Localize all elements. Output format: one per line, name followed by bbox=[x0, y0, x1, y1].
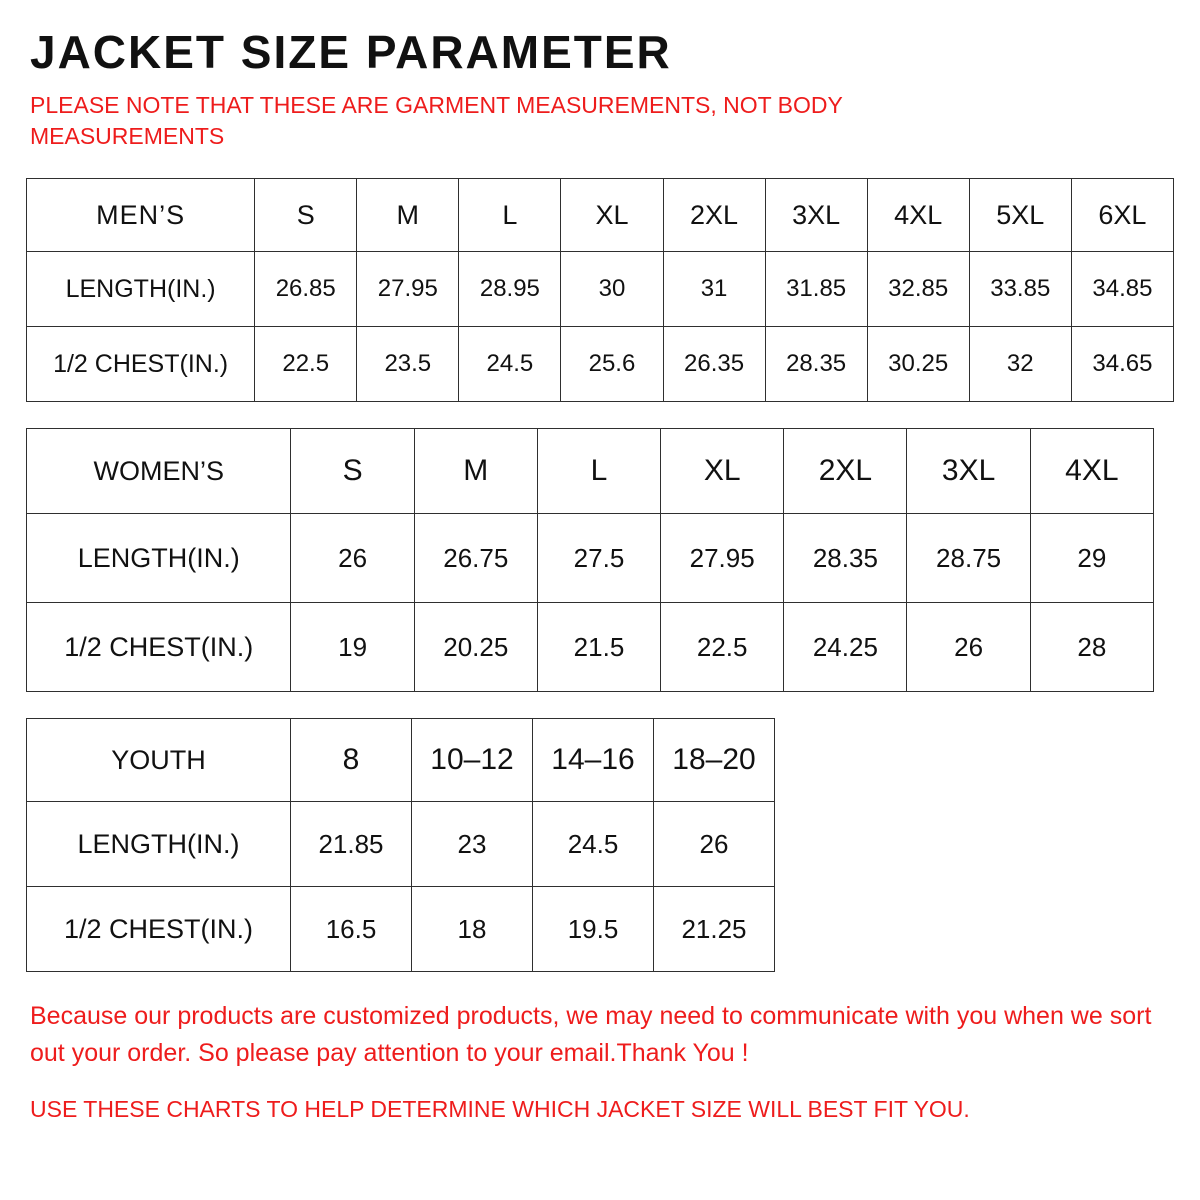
measurement-cell: 29 bbox=[1030, 514, 1153, 603]
measurement-cell: 26 bbox=[654, 802, 775, 887]
measurement-cell: 24.5 bbox=[459, 327, 561, 402]
measurement-cell: 34.65 bbox=[1071, 327, 1173, 402]
size-header-cell: M bbox=[357, 179, 459, 252]
size-header-cell: XL bbox=[561, 179, 663, 252]
table-header-row bbox=[27, 429, 1154, 514]
table-corner-label: MEN’S bbox=[27, 179, 255, 252]
table-row bbox=[27, 603, 1154, 692]
measurement-cell: 31.85 bbox=[765, 252, 867, 327]
measurement-cell: 28.35 bbox=[784, 514, 907, 603]
size-header-cell: S bbox=[291, 429, 414, 514]
measurement-cell: 27.5 bbox=[537, 514, 660, 603]
measurement-cell: 23 bbox=[412, 802, 533, 887]
size-header-cell: 14–16 bbox=[533, 719, 654, 802]
table-row bbox=[27, 327, 1174, 402]
size-header-cell: 6XL bbox=[1071, 179, 1173, 252]
size-header-cell: 4XL bbox=[1030, 429, 1153, 514]
size-header-cell: 8 bbox=[291, 719, 412, 802]
measurement-cell: 21.25 bbox=[654, 887, 775, 972]
measurement-cell: 27.95 bbox=[661, 514, 784, 603]
row-label: 1/2 CHEST(IN.) bbox=[27, 327, 255, 402]
mens-size-table bbox=[26, 178, 1174, 402]
size-header-cell: 4XL bbox=[867, 179, 969, 252]
table-row bbox=[27, 252, 1174, 327]
size-header-cell: M bbox=[414, 429, 537, 514]
size-header-cell: 3XL bbox=[765, 179, 867, 252]
row-label: 1/2 CHEST(IN.) bbox=[27, 603, 291, 692]
measurement-cell: 16.5 bbox=[291, 887, 412, 972]
measurement-cell: 19 bbox=[291, 603, 414, 692]
measurement-cell: 24.25 bbox=[784, 603, 907, 692]
row-label: LENGTH(IN.) bbox=[27, 252, 255, 327]
chart-usage-notice: USE THESE CHARTS TO HELP DETERMINE WHICH JACKET SIZE WILL BEST FIT YOU. bbox=[30, 1095, 970, 1122]
measurement-cell: 19.5 bbox=[533, 887, 654, 972]
page-title: JACKET SIZE PARAMETER bbox=[30, 26, 672, 78]
measurement-cell: 31 bbox=[663, 252, 765, 327]
measurement-cell: 22.5 bbox=[255, 327, 357, 402]
row-label: LENGTH(IN.) bbox=[27, 514, 291, 603]
table-header-row bbox=[27, 179, 1174, 252]
measurement-cell: 28 bbox=[1030, 603, 1153, 692]
measurement-cell: 26.75 bbox=[414, 514, 537, 603]
size-header-cell: L bbox=[459, 179, 561, 252]
measurement-cell: 32.85 bbox=[867, 252, 969, 327]
size-header-cell: 5XL bbox=[969, 179, 1071, 252]
measurement-cell: 28.95 bbox=[459, 252, 561, 327]
measurement-cell: 28.35 bbox=[765, 327, 867, 402]
size-header-cell: 10–12 bbox=[412, 719, 533, 802]
size-header-cell: S bbox=[255, 179, 357, 252]
measurement-cell: 30.25 bbox=[867, 327, 969, 402]
table-header-row bbox=[27, 719, 775, 802]
size-header-cell: 2XL bbox=[784, 429, 907, 514]
measurement-cell: 24.5 bbox=[533, 802, 654, 887]
measurement-cell: 33.85 bbox=[969, 252, 1071, 327]
table-row bbox=[27, 514, 1154, 603]
size-header-cell: L bbox=[537, 429, 660, 514]
table-row bbox=[27, 802, 775, 887]
measurement-cell: 21.5 bbox=[537, 603, 660, 692]
measurement-cell: 21.85 bbox=[291, 802, 412, 887]
measurement-note: PLEASE NOTE THAT THESE ARE GARMENT MEASUREMENTS, NOT BODY MEASUREMENTS bbox=[30, 92, 843, 150]
customization-notice: Because our products are customized products, we may need to communicate with you when we sort out your order. So please pay attention to your email.Thank You ! bbox=[30, 1002, 1152, 1067]
size-header-cell: 2XL bbox=[663, 179, 765, 252]
size-header-cell: 3XL bbox=[907, 429, 1030, 514]
table-corner-label: YOUTH bbox=[27, 719, 291, 802]
measurement-cell: 34.85 bbox=[1071, 252, 1173, 327]
row-label: 1/2 CHEST(IN.) bbox=[27, 887, 291, 972]
measurement-cell: 18 bbox=[412, 887, 533, 972]
youth-size-table bbox=[26, 718, 775, 972]
measurement-cell: 23.5 bbox=[357, 327, 459, 402]
measurement-cell: 26 bbox=[907, 603, 1030, 692]
row-label: LENGTH(IN.) bbox=[27, 802, 291, 887]
table-corner-label: WOMEN’S bbox=[27, 429, 291, 514]
measurement-cell: 30 bbox=[561, 252, 663, 327]
measurement-cell: 26.35 bbox=[663, 327, 765, 402]
measurement-cell: 22.5 bbox=[661, 603, 784, 692]
measurement-cell: 28.75 bbox=[907, 514, 1030, 603]
measurement-cell: 20.25 bbox=[414, 603, 537, 692]
measurement-cell: 26 bbox=[291, 514, 414, 603]
womens-size-table bbox=[26, 428, 1154, 692]
size-header-cell: XL bbox=[661, 429, 784, 514]
measurement-cell: 26.85 bbox=[255, 252, 357, 327]
size-header-cell: 18–20 bbox=[654, 719, 775, 802]
measurement-cell: 25.6 bbox=[561, 327, 663, 402]
measurement-cell: 27.95 bbox=[357, 252, 459, 327]
table-row bbox=[27, 887, 775, 972]
measurement-cell: 32 bbox=[969, 327, 1071, 402]
